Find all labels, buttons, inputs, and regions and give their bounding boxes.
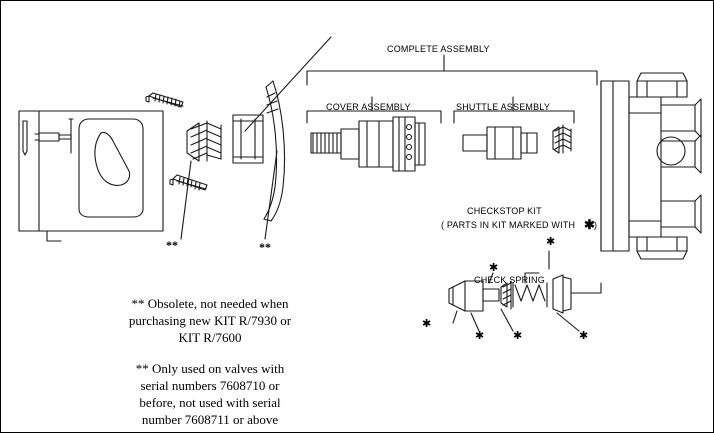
double-asterisk-callout-left: **: [166, 238, 178, 252]
asterisk-callout-1: ✱: [546, 236, 556, 248]
label-complete-assembly: COMPLETE ASSEMBLY: [387, 44, 490, 54]
asterisk-callout-4: ✱: [475, 330, 485, 342]
label-checkstop-kit-parts: ( PARTS IN KIT MARKED WITH: [441, 220, 576, 230]
note-obsolete-line-1: ** Obsolete, not needed when: [131, 296, 289, 311]
label-checkstop-kit: CHECKSTOP KIT: [467, 206, 542, 216]
note-serial-line-3: before, not used with serial: [139, 395, 281, 410]
note-serial-line-2: serial numbers 7608710 or: [140, 378, 280, 393]
asterisk-marker-kit: ✱: [584, 217, 595, 232]
label-cover-assembly: COVER ASSEMBLY: [326, 102, 411, 112]
note-obsolete-line-2: purchasing new KIT R/7930 or: [128, 313, 292, 328]
asterisk-callout-5: ✱: [513, 330, 523, 342]
note-serial-line-1: ** Only used on valves with: [135, 361, 285, 376]
label-shuttle-assembly: SHUTTLE ASSEMBLY: [456, 102, 551, 112]
note-serial-line-4: number 7608711 or above: [141, 412, 279, 427]
label-checkstop-kit-paren: ): [594, 220, 598, 230]
note-serial: [105, 360, 315, 428]
note-obsolete-line-3: KIT R/7600: [178, 330, 242, 345]
double-asterisk-callout-right: **: [259, 240, 271, 254]
asterisk-callout-2: ✱: [489, 262, 499, 274]
label-check-spring: CHECK SPRING: [474, 275, 545, 285]
asterisk-callout-3: ✱: [422, 318, 432, 330]
note-obsolete: [95, 295, 325, 346]
asterisk-callout-6: ✱: [579, 330, 589, 342]
